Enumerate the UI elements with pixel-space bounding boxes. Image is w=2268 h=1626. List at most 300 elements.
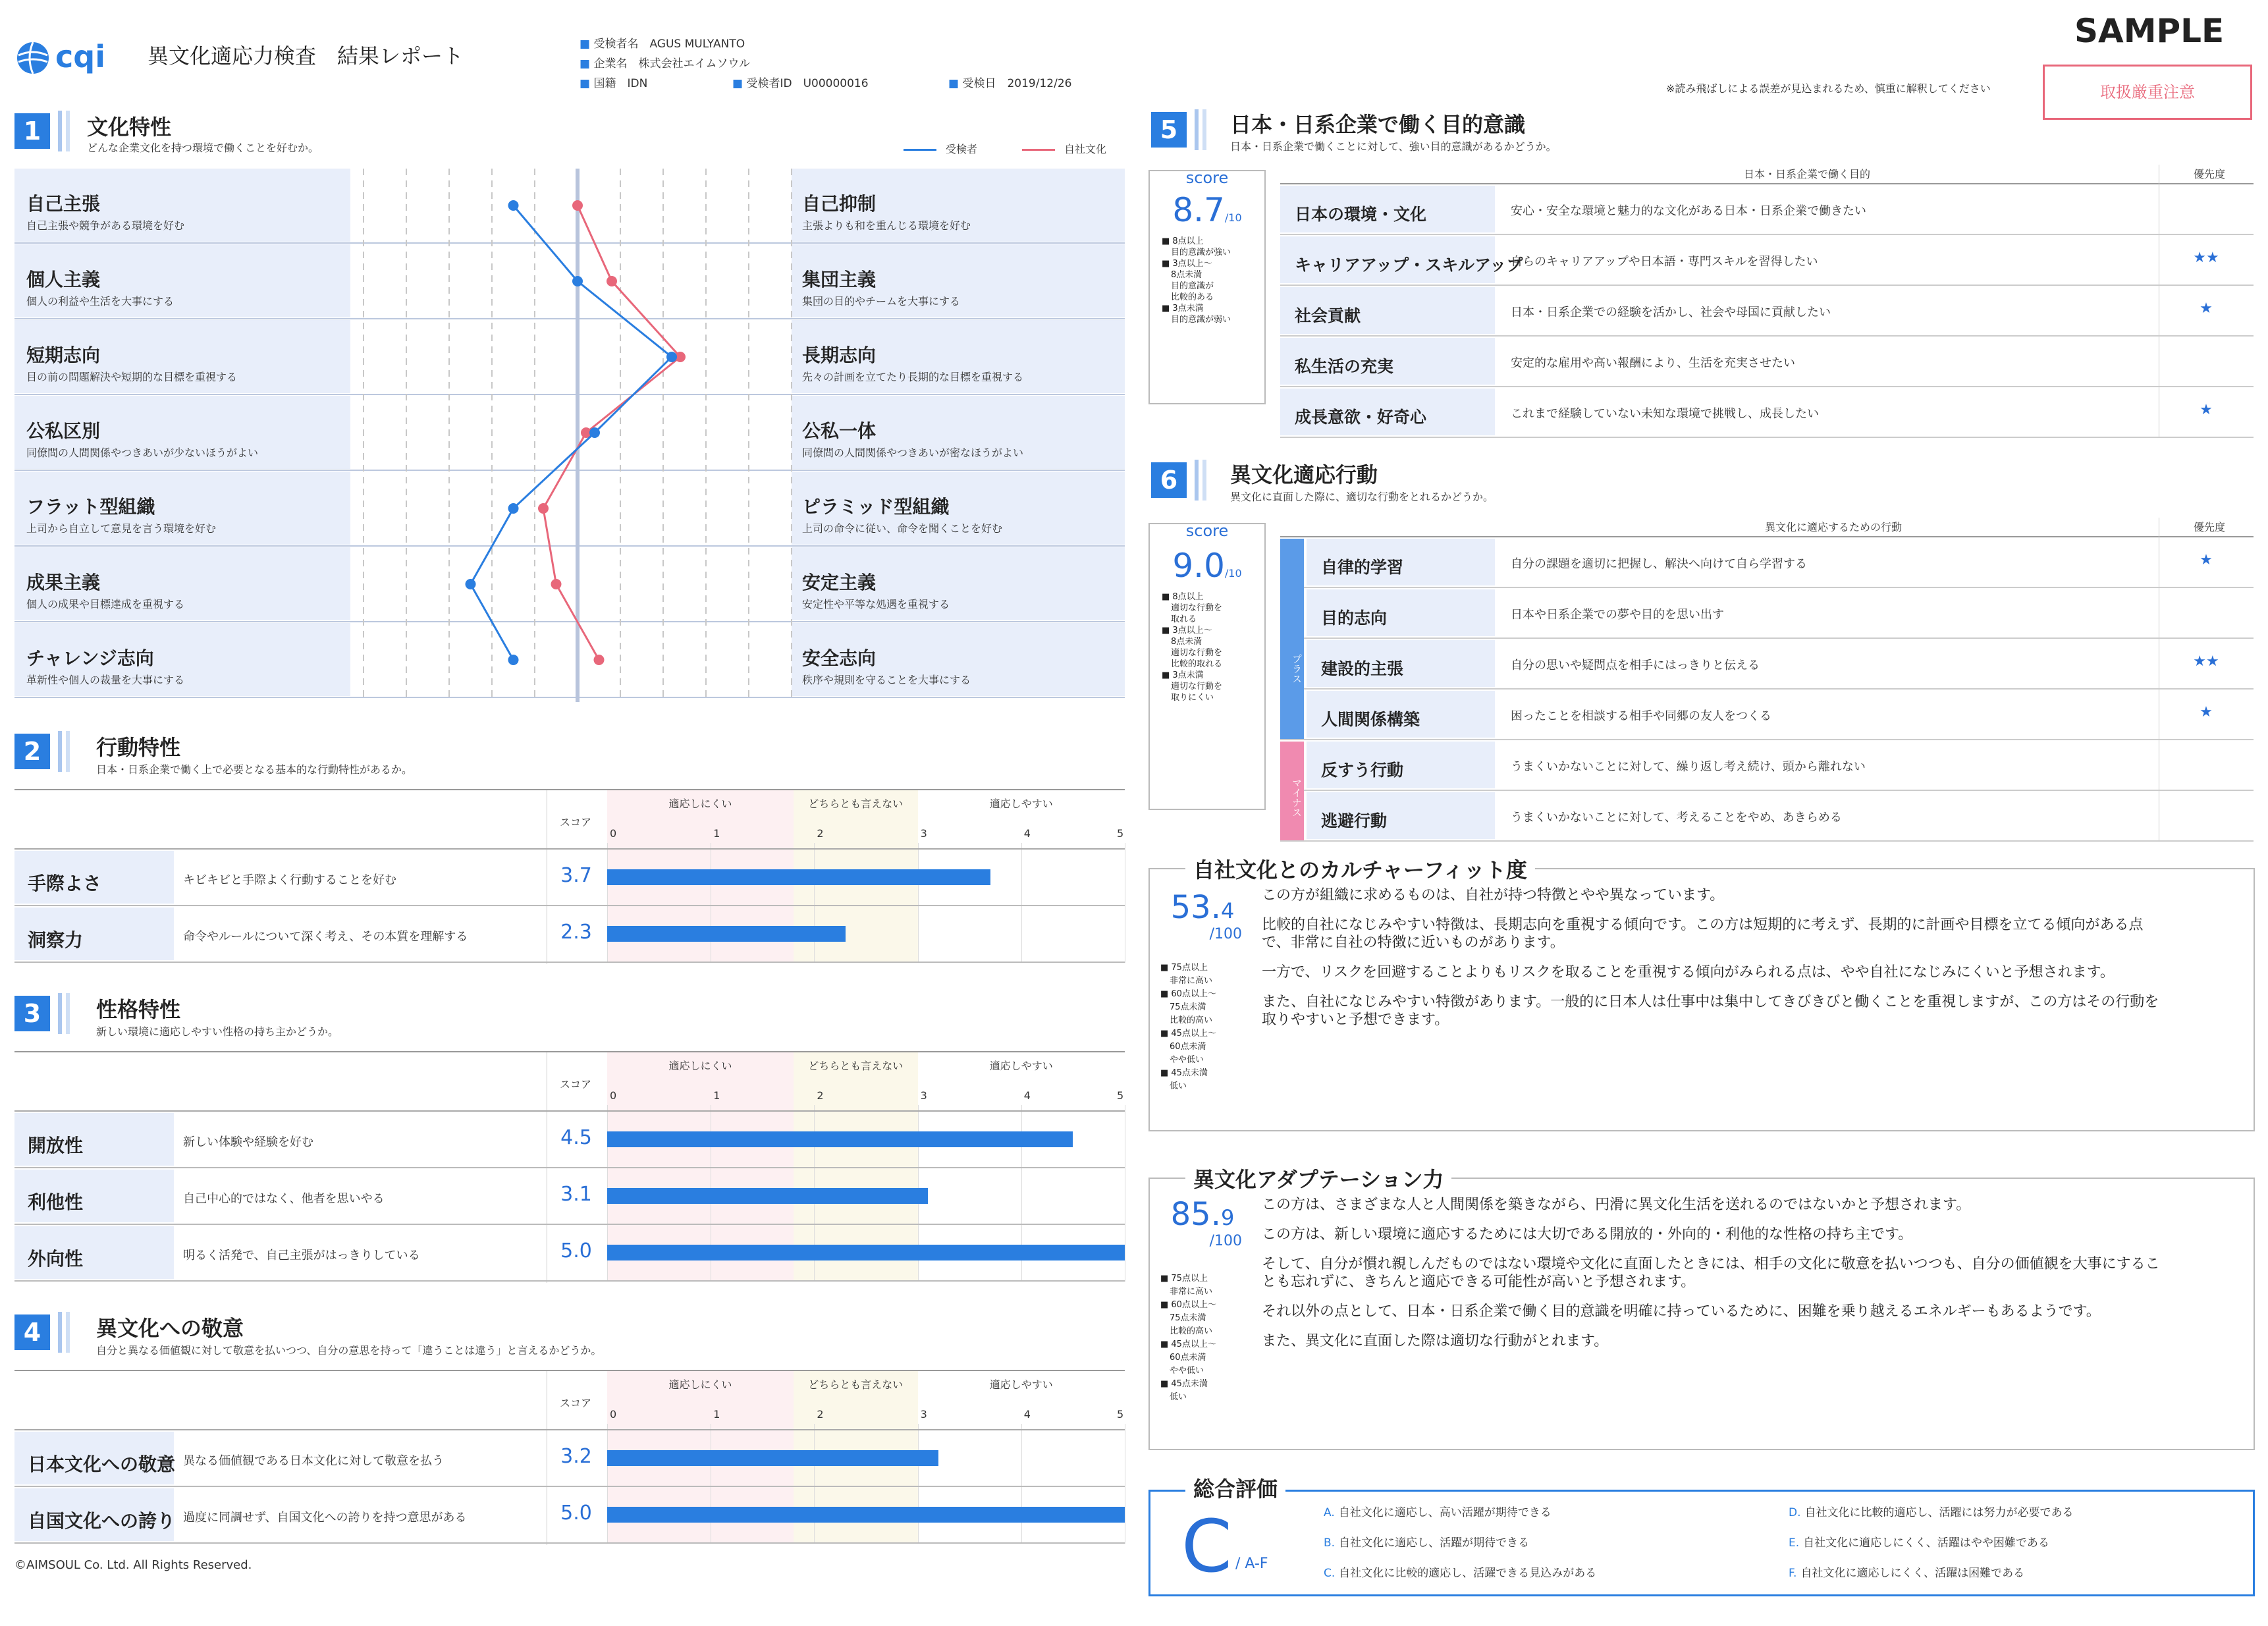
section-4-title: 異文化への敬意 — [96, 1316, 244, 1341]
legend-line: 低い — [1170, 1392, 1187, 1402]
company-series-point — [594, 655, 605, 665]
legend-line: 比較的高い — [1170, 1016, 1213, 1025]
axis-tick: 4 — [1023, 827, 1031, 840]
grade-key: F. — [1789, 1567, 1797, 1580]
grade-text: 自社文化に適応しにくく、活躍はやや困難である — [1803, 1536, 2049, 1550]
fit-score-int: 53. — [1170, 889, 1221, 926]
plus-group-label: プラス — [1280, 539, 1304, 739]
grade-text: 自社文化に比較的適応し、活躍には努力が必要である — [1804, 1506, 2074, 1519]
copyright: ©AIMSOUL Co. Ltd. All Rights Reserved. — [14, 1558, 252, 1572]
examinee-id: ■ 受検者ID U00000016 — [732, 77, 869, 90]
grade-text: 自社文化に適応し、活躍が期待できる — [1339, 1536, 1530, 1550]
row-divider — [1280, 437, 2254, 438]
text-paragraph: 一方で、リスクを回避することよりもリスクを取ることを重視する傾向がみられる点は、やや自社になじみにくいと予想されます。 — [1262, 964, 2115, 981]
purpose-col-head: 日本・日系企業で働く目的 — [1743, 168, 1870, 180]
person-series-point — [466, 579, 476, 589]
grade-key: A. — [1324, 1506, 1335, 1519]
purpose-desc: これまで経験していない未知な環境で挑戦し、成長したい — [1511, 407, 1819, 421]
row-divider — [1280, 637, 2254, 639]
priority-stars: ★ — [2200, 704, 2213, 720]
company-series-line — [543, 205, 680, 660]
legend-line: 目的意識が — [1171, 281, 1214, 291]
legend-line: 目的意識が弱い — [1171, 315, 1231, 325]
table-header-border — [14, 1429, 1125, 1430]
row-divider — [1280, 790, 2254, 791]
score-column-label: スコア — [560, 816, 592, 828]
section-6-title: 異文化適応行動 — [1230, 462, 1378, 487]
adaptation-score — [1163, 1196, 1242, 1249]
culture-right-desc: 先々の計画を立てたり長期的な目標を重視する — [802, 371, 1024, 383]
axis-gridline — [1021, 1424, 1022, 1544]
legend-line: ■ 3点以上～ — [1162, 626, 1212, 636]
purpose-name: 私生活の充実 — [1295, 357, 1394, 376]
sample-label: SAMPLE — [2074, 12, 2225, 50]
section-4-number: 4 — [14, 1314, 50, 1350]
row-divider — [1280, 840, 2254, 842]
legend-line: 比較的高い — [1170, 1326, 1213, 1336]
adaptation-legend — [1160, 1272, 1216, 1404]
axis-tick: 0 — [610, 1408, 617, 1421]
purpose-desc: 日本・日系企業での経験を活かし、社会や母国に貢献したい — [1511, 306, 1831, 319]
trait-score: 3.7 — [560, 864, 592, 887]
legend-line: 8点未満 — [1171, 270, 1202, 280]
grade-text: 自社文化に適応しにくく、活躍は困難である — [1800, 1567, 2025, 1580]
legend-line: 適切な行動を — [1171, 648, 1223, 658]
priority-stars: ★ — [2200, 402, 2213, 418]
axis-tick: 2 — [817, 827, 824, 840]
table-header-border — [1280, 183, 2254, 184]
culture-fit-legend — [1160, 962, 1216, 1093]
row-divider — [14, 962, 1125, 963]
caution-note: ※読み飛ばしによる誤差が見込まれるため、慎重に解釈してください — [1666, 82, 1991, 95]
section-5-subtitle: 日本・日系企業で働くことに対して、強い目的意識があるかどうか。 — [1230, 140, 1557, 153]
score-label: score — [1185, 522, 1229, 540]
axis-gridline — [1021, 843, 1022, 963]
person-series-point — [666, 352, 677, 362]
culture-left-desc: 上司から自立して意見を言う環境を好む — [26, 522, 217, 535]
trait-score: 2.3 — [560, 921, 592, 944]
table-header-border — [1280, 536, 2254, 537]
culture-line-chart — [350, 169, 805, 702]
fit-score-den: /100 — [1209, 926, 1242, 942]
trait-desc: 命令やルールについて深く考え、その本質を理解する — [183, 930, 468, 944]
legend-line: 60点未満 — [1170, 1353, 1206, 1363]
legend-line: 適切な行動を — [1171, 682, 1223, 691]
legend-line: 75点未満 — [1170, 1002, 1206, 1012]
section-1-number: 1 — [14, 113, 50, 149]
legend-line: 非常に高い — [1170, 1287, 1213, 1297]
trait-name: 日本文化への敬意 — [28, 1453, 176, 1475]
culture-right-desc: 集団の目的やチームを大事にする — [802, 295, 961, 308]
section-2-number: 2 — [14, 734, 50, 769]
trait-bar — [607, 1507, 1125, 1523]
zone-label-good: 適応しやすい — [989, 1060, 1053, 1072]
section-5-bars — [1192, 109, 1208, 150]
zone-label-mid: どちらとも言えない — [808, 1060, 904, 1072]
trait-desc: キビキビと手際よく行動することを好む — [183, 873, 396, 887]
caution-box: 取扱厳重注意 — [2043, 65, 2252, 120]
trait-score: 3.1 — [560, 1183, 592, 1206]
section-5-score-box — [1148, 170, 1266, 404]
legend-line: 取りにくい — [1171, 693, 1214, 703]
culture-right-desc: 安定性や平等な処遇を重視する — [802, 598, 950, 610]
purpose-table — [1280, 165, 2254, 437]
table-top-border — [14, 789, 1125, 790]
row-divider — [1280, 285, 2254, 286]
priority-col-head: 優先度 — [2193, 168, 2225, 180]
trait-desc: 明るく活発で、自己主張がはっきりしている — [183, 1249, 420, 1262]
trait-name: 外向性 — [28, 1248, 84, 1270]
company-series-point — [572, 200, 583, 211]
trait-desc: 異なる価値観である日本文化に対して敬意を払う — [183, 1454, 444, 1468]
axis-tick: 5 — [1117, 1408, 1124, 1421]
section-4-subtitle: 自分と異なる価値観に対して敬意を払いつつ、自分の意思を持って「違うことは違う」と言えるかどうか。 — [96, 1344, 602, 1357]
row-divider — [1280, 739, 2254, 740]
axis-tick: 0 — [610, 827, 617, 840]
text-paragraph: この方が組織に求めるものは、自社が持つ特徴とやや異なっています。 — [1262, 887, 1725, 904]
trait-desc: 自己中心的ではなく、他者を思いやる — [183, 1192, 385, 1206]
axis-tick: 1 — [713, 1408, 720, 1421]
section-6-score-box — [1148, 523, 1266, 810]
section-6-subtitle: 異文化に直面した際に、適切な行動をとれるかどうか。 — [1230, 491, 1494, 503]
culture-right-desc: 主張よりも和を重んじる環境を好む — [802, 219, 971, 232]
grade-item — [1789, 1563, 2024, 1580]
section-5-score: 8.7 — [1172, 191, 1225, 229]
culture-left-desc: 目の前の問題解決や短期的な目標を重視する — [26, 371, 238, 383]
legend-line: ■ 45点以上～ — [1160, 1029, 1216, 1039]
grade-item — [1324, 1563, 1596, 1580]
legend-line: ■ 8点以上 — [1162, 592, 1204, 602]
legend-line: 目的意識が強い — [1171, 248, 1231, 257]
section-5-number: 5 — [1151, 112, 1187, 148]
person-series-point — [589, 427, 600, 438]
logo-globe-icon — [14, 37, 140, 76]
axis-tick: 4 — [1023, 1089, 1031, 1102]
section-5-title: 日本・日系企業で働く目的意識 — [1230, 112, 1526, 137]
purpose-name: 建設的主張 — [1321, 659, 1404, 678]
culture-chart — [14, 169, 1125, 702]
legend-line: やや低い — [1170, 1366, 1204, 1376]
section-6-number: 6 — [1151, 462, 1187, 498]
section-5-legend — [1162, 236, 1264, 325]
legend-line: ■ 45点未満 — [1160, 1068, 1208, 1078]
row-divider — [1280, 234, 2254, 235]
grade-item — [1324, 1533, 1529, 1550]
purpose-desc: 自らのキャリアアップや日本語・専門スキルを習得したい — [1511, 255, 1818, 269]
text-paragraph: この方は、さまざまな人と人間関係を築きながら、円滑に異文化生活を送れるのではないかと予想されます。 — [1262, 1197, 1971, 1213]
respect-table — [14, 1370, 1125, 1554]
section-2-bars — [55, 731, 71, 772]
overall-scale: / A-F — [1235, 1556, 1268, 1572]
legend-line: ■ 3点未満 — [1162, 670, 1204, 680]
section-3-bars — [55, 993, 71, 1034]
purpose-name: 反すう行動 — [1321, 761, 1404, 780]
row-divider — [1280, 688, 2254, 690]
section-3-title: 性格特性 — [96, 997, 181, 1022]
axis-tick: 4 — [1023, 1408, 1031, 1421]
section-3-subtitle: 新しい環境に適応しやすい性格の持ち主かどうか。 — [96, 1025, 339, 1038]
culture-right-desc: 同僚間の人間関係やつきあいが密なほうがよい — [802, 447, 1024, 459]
axis-tick: 3 — [920, 1089, 927, 1102]
legend-line: ■ 60点以上～ — [1160, 1300, 1216, 1310]
grade-item — [1789, 1503, 2074, 1519]
priority-stars: ★ — [2200, 300, 2213, 317]
legend-company: 自社文化 — [1022, 141, 1106, 156]
purpose-name: 自律的学習 — [1321, 558, 1404, 577]
row-divider — [1280, 587, 2254, 588]
row-divider — [14, 905, 1125, 906]
company-series-point — [607, 276, 617, 286]
person-series-point — [508, 655, 519, 665]
table-header-border — [14, 1110, 1125, 1112]
trait-score: 4.5 — [560, 1126, 592, 1149]
trait-name: 自国文化への誇り — [28, 1510, 176, 1532]
trait-score: 5.0 — [560, 1502, 592, 1525]
culture-right-desc: 上司の命令に従い、命令を聞くことを好む — [802, 522, 1003, 535]
grade-item — [1789, 1533, 2049, 1550]
text-paragraph: また、異文化に直面した際は適切な行動がとれます。 — [1262, 1333, 1609, 1349]
behavior-action-table — [1280, 518, 2254, 840]
trait-bar — [607, 1131, 1073, 1147]
culture-left-desc: 個人の成果や目標達成を重視する — [26, 598, 185, 610]
legend-line: 適切な行動を — [1171, 603, 1223, 613]
culture-right-desc: 秩序や規則を守ることを大事にする — [802, 674, 971, 686]
adapt-score-den: /100 — [1209, 1233, 1242, 1249]
behavior-table — [14, 789, 1125, 967]
overall-box — [1148, 1490, 2255, 1596]
culture-left-trait: チャレンジ志向 — [26, 647, 154, 669]
purpose-name: 成長意欲・好奇心 — [1295, 408, 1427, 427]
culture-left-desc: 個人の利益や生活を大事にする — [26, 295, 175, 308]
purpose-col-head: 異文化に適応するための行動 — [1764, 521, 1902, 533]
table-top-border — [14, 1051, 1125, 1052]
row-divider — [1280, 386, 2254, 387]
zone-label-mid: どちらとも言えない — [808, 1378, 904, 1391]
section-1-subtitle: どんな企業文化を持つ環境で働くことを好むか。 — [87, 142, 319, 154]
culture-left-desc: 革新性や個人の裁量を大事にする — [26, 674, 185, 686]
report-title: 異文化適応力検査 結果レポート — [148, 43, 464, 68]
person-series-point — [572, 276, 583, 286]
legend-line: 取れる — [1171, 614, 1197, 624]
culture-left-trait: 短期志向 — [26, 344, 101, 366]
zone-label-bad: 適応しにくい — [668, 798, 732, 810]
legend-line: ■ 45点以上～ — [1160, 1340, 1216, 1349]
row-divider — [14, 1224, 1125, 1225]
exam-date: ■ 受検日 2019/12/26 — [948, 77, 1072, 90]
score-label: score — [1185, 169, 1229, 187]
legend-line: ■ 75点以上 — [1160, 963, 1208, 973]
zone-label-bad: 適応しにくい — [668, 1060, 732, 1072]
company-series-point — [551, 579, 562, 589]
culture-right-trait: 公私一体 — [802, 420, 877, 442]
culture-fit-title: 自社文化とのカルチャーフィット度 — [1185, 854, 1535, 884]
legend-line: 非常に高い — [1170, 976, 1213, 986]
culture-left-desc: 自己主張や競争がある環境を好む — [26, 219, 185, 232]
row-divider — [14, 1167, 1125, 1168]
fit-score-dec: 4 — [1220, 898, 1235, 923]
trait-name: 洞察力 — [28, 929, 84, 951]
grade-item — [1324, 1503, 1552, 1519]
section-2-title: 行動特性 — [96, 735, 181, 760]
axis-gridline — [814, 843, 815, 963]
purpose-desc: 安定的な雇用や高い報酬により、生活を充実させたい — [1511, 356, 1795, 370]
zone-label-good: 適応しやすい — [989, 1378, 1053, 1391]
table-top-border — [14, 1370, 1125, 1371]
trait-name: 利他性 — [28, 1191, 84, 1213]
adaptation-title: 異文化アダプテーション力 — [1185, 1163, 1451, 1193]
legend-line: ■ 75点以上 — [1160, 1274, 1208, 1284]
axis-tick: 0 — [610, 1089, 617, 1102]
section-6-bars — [1192, 460, 1208, 501]
axis-tick: 2 — [817, 1408, 824, 1421]
culture-right-trait: 安定主義 — [802, 572, 877, 593]
purpose-name: 社会貢献 — [1295, 306, 1361, 325]
purpose-desc: うまくいかないことに対して、考えることをやめ、あきらめる — [1511, 811, 1842, 825]
purpose-desc: うまくいかないことに対して、繰り返し考え続け、頭から離れない — [1511, 760, 1866, 774]
adaptation-text — [1262, 1196, 2160, 1362]
legend-line: ■ 60点以上～ — [1160, 989, 1216, 999]
axis-tick: 1 — [713, 1089, 720, 1102]
legend-line: やや低い — [1170, 1055, 1204, 1065]
legend-person: 受検者 — [904, 141, 977, 156]
trait-bar — [607, 1245, 1125, 1260]
row-divider — [14, 1542, 1125, 1544]
person-series-point — [508, 200, 519, 211]
table-header-border — [14, 848, 1125, 850]
row-divider — [1280, 335, 2254, 337]
logo — [14, 37, 140, 76]
trait-name: 開放性 — [28, 1135, 84, 1156]
axis-tick: 2 — [817, 1089, 824, 1102]
score-denominator: /10 — [1224, 211, 1242, 224]
company-name: ■ 企業名 株式会社エイムソウル — [580, 57, 750, 70]
section-2-subtitle: 日本・日系企業で働く上で必要となる基本的な行動特性があるか。 — [96, 763, 413, 776]
score-column-label: スコア — [560, 1397, 592, 1409]
purpose-desc: 日本や日系企業での夢や目的を思い出す — [1511, 608, 1724, 622]
axis-tick: 3 — [920, 827, 927, 840]
culture-fit-text — [1262, 886, 2160, 1041]
priority-stars: ★★ — [2193, 653, 2219, 670]
culture-left-desc: 同僚間の人間関係やつきあいが少ないほうがよい — [26, 447, 259, 459]
section-6-score: 9.0 — [1172, 547, 1225, 585]
trait-bar — [607, 1188, 928, 1204]
person-series-point — [508, 503, 519, 514]
axis-gridline — [814, 1424, 815, 1544]
zone-label-mid: どちらとも言えない — [808, 798, 904, 810]
legend-line: 低い — [1170, 1081, 1187, 1091]
row-divider — [14, 1280, 1125, 1282]
zone-label-good: 適応しやすい — [989, 798, 1053, 810]
purpose-name: キャリアアップ・スキルアップ — [1295, 256, 1523, 275]
grade-key: E. — [1789, 1536, 1800, 1550]
purpose-name: 日本の環境・文化 — [1295, 205, 1427, 224]
culture-fit-score — [1163, 889, 1242, 942]
axis-gridline — [607, 1424, 608, 1544]
row-divider — [14, 1486, 1125, 1487]
culture-right-trait: 自己抑制 — [802, 193, 877, 215]
legend-line: 75点未満 — [1170, 1313, 1206, 1323]
adapt-score-dec: 9 — [1220, 1205, 1235, 1230]
text-paragraph: そして、自分が慣れ親しんだものではない環境や文化に直面したときには、相手の文化に敬意を払いつつも、自分の価値観を大事にすることも忘れずに、きちんと適応できる可能性が高いと予想されます。 — [1262, 1256, 2160, 1290]
score-denominator: /10 — [1224, 567, 1242, 580]
overall-title: 総合評価 — [1185, 1473, 1285, 1503]
adapt-score-int: 85. — [1170, 1196, 1221, 1233]
section-1-title: 文化特性 — [87, 115, 172, 140]
culture-right-trait: 長期志向 — [802, 344, 877, 366]
grade-key: C. — [1324, 1567, 1336, 1580]
legend-line: 60点未満 — [1170, 1042, 1206, 1052]
person-series-line — [471, 205, 672, 660]
section-3-number: 3 — [14, 996, 50, 1031]
purpose-desc: 安心・安全な環境と魅力的な文化がある日本・日系企業で働きたい — [1511, 204, 1866, 218]
legend-line: ■ 3点未満 — [1162, 304, 1204, 313]
text-paragraph: また、自社になじみやすい特徴があります。一般的に日本人は仕事中は集中してきびきびと働くことを重視しますが、この方はその行動を取りやすいと予想できます。 — [1262, 994, 2159, 1028]
purpose-name: 逃避行動 — [1321, 811, 1388, 830]
priority-stars: ★ — [2200, 552, 2213, 568]
legend-line: ■ 45点未満 — [1160, 1379, 1208, 1389]
text-paragraph: この方は、新しい環境に適応するためには大切である開放的・外向的・利他的な性格の持ち主です。 — [1262, 1226, 1913, 1243]
zone-label-bad: 適応しにくい — [668, 1378, 732, 1391]
minus-group-label: マイナス — [1280, 742, 1304, 840]
culture-right-trait: 集団主義 — [802, 269, 877, 290]
culture-left-trait: 公私区別 — [26, 420, 101, 442]
grade-text: 自社文化に比較的適応し、活躍できる見込みがある — [1339, 1567, 1597, 1580]
legend-line: ■ 3点以上～ — [1162, 259, 1212, 269]
trait-bar — [607, 869, 990, 885]
grade-text: 自社文化に適応し、高い活躍が期待できる — [1338, 1506, 1552, 1519]
grade-key: D. — [1789, 1506, 1801, 1519]
trait-score: 5.0 — [560, 1239, 592, 1262]
axis-tick: 3 — [920, 1408, 927, 1421]
trait-desc: 過度に同調せず、自国文化への誇りを持つ意思がある — [183, 1511, 467, 1525]
text-paragraph: 比較的自社になじみやすい特徴は、長期志向を重視する傾向です。この方は短期的に考えず、長期的に計画や目標を立てる傾向がある点で、非常に自社の特徴に近いものがあります。 — [1262, 917, 2144, 951]
section-1-bars — [55, 111, 71, 151]
trait-bar — [607, 1450, 938, 1466]
company-series-point — [538, 503, 549, 514]
text-paragraph: それ以外の点として、日本・日系企業で働く目的意識を明確に持っているために、困難を乗り越えるエネルギーもあるようです。 — [1262, 1303, 2101, 1320]
purpose-desc: 困ったことを相談する相手や同郷の友人をつくる — [1511, 709, 1771, 723]
trait-desc: 新しい体験や経験を好む — [183, 1135, 313, 1149]
personality-table — [14, 1051, 1125, 1288]
trait-score: 3.2 — [560, 1445, 592, 1468]
overall-grade: C — [1181, 1504, 1232, 1588]
legend-line: 比較的ある — [1171, 292, 1214, 302]
axis-gridline — [607, 843, 608, 963]
trait-name: 手際よさ — [28, 873, 102, 894]
examinee-name: ■ 受検者名 AGUS MULYANTO — [580, 38, 745, 51]
section-4-bars — [55, 1312, 71, 1353]
legend-line: 8点未満 — [1171, 637, 1202, 647]
priority-stars: ★★ — [2193, 250, 2219, 266]
section-6-legend — [1162, 591, 1264, 703]
legend-line: 比較的取れる — [1171, 659, 1223, 669]
purpose-desc: 自分の課題を適切に把握し、解決へ向けて自ら学習する — [1511, 557, 1807, 571]
culture-left-trait: 個人主義 — [26, 269, 101, 290]
purpose-desc: 自分の思いや疑問点を相手にはっきりと伝える — [1511, 659, 1760, 672]
culture-left-trait: 成果主義 — [26, 572, 101, 593]
trait-bar — [607, 926, 846, 942]
axis-gridline — [918, 1424, 919, 1544]
axis-tick: 5 — [1117, 827, 1124, 840]
score-column-label: スコア — [560, 1078, 592, 1091]
axis-tick: 1 — [713, 827, 720, 840]
axis-tick: 5 — [1117, 1089, 1124, 1102]
culture-right-trait: ピラミッド型組織 — [802, 496, 950, 518]
culture-left-trait: 自己主張 — [26, 193, 101, 215]
svg-text:cqi: cqi — [55, 39, 105, 74]
culture-right-trait: 安全志向 — [802, 647, 877, 669]
purpose-name: 目的志向 — [1321, 609, 1388, 628]
